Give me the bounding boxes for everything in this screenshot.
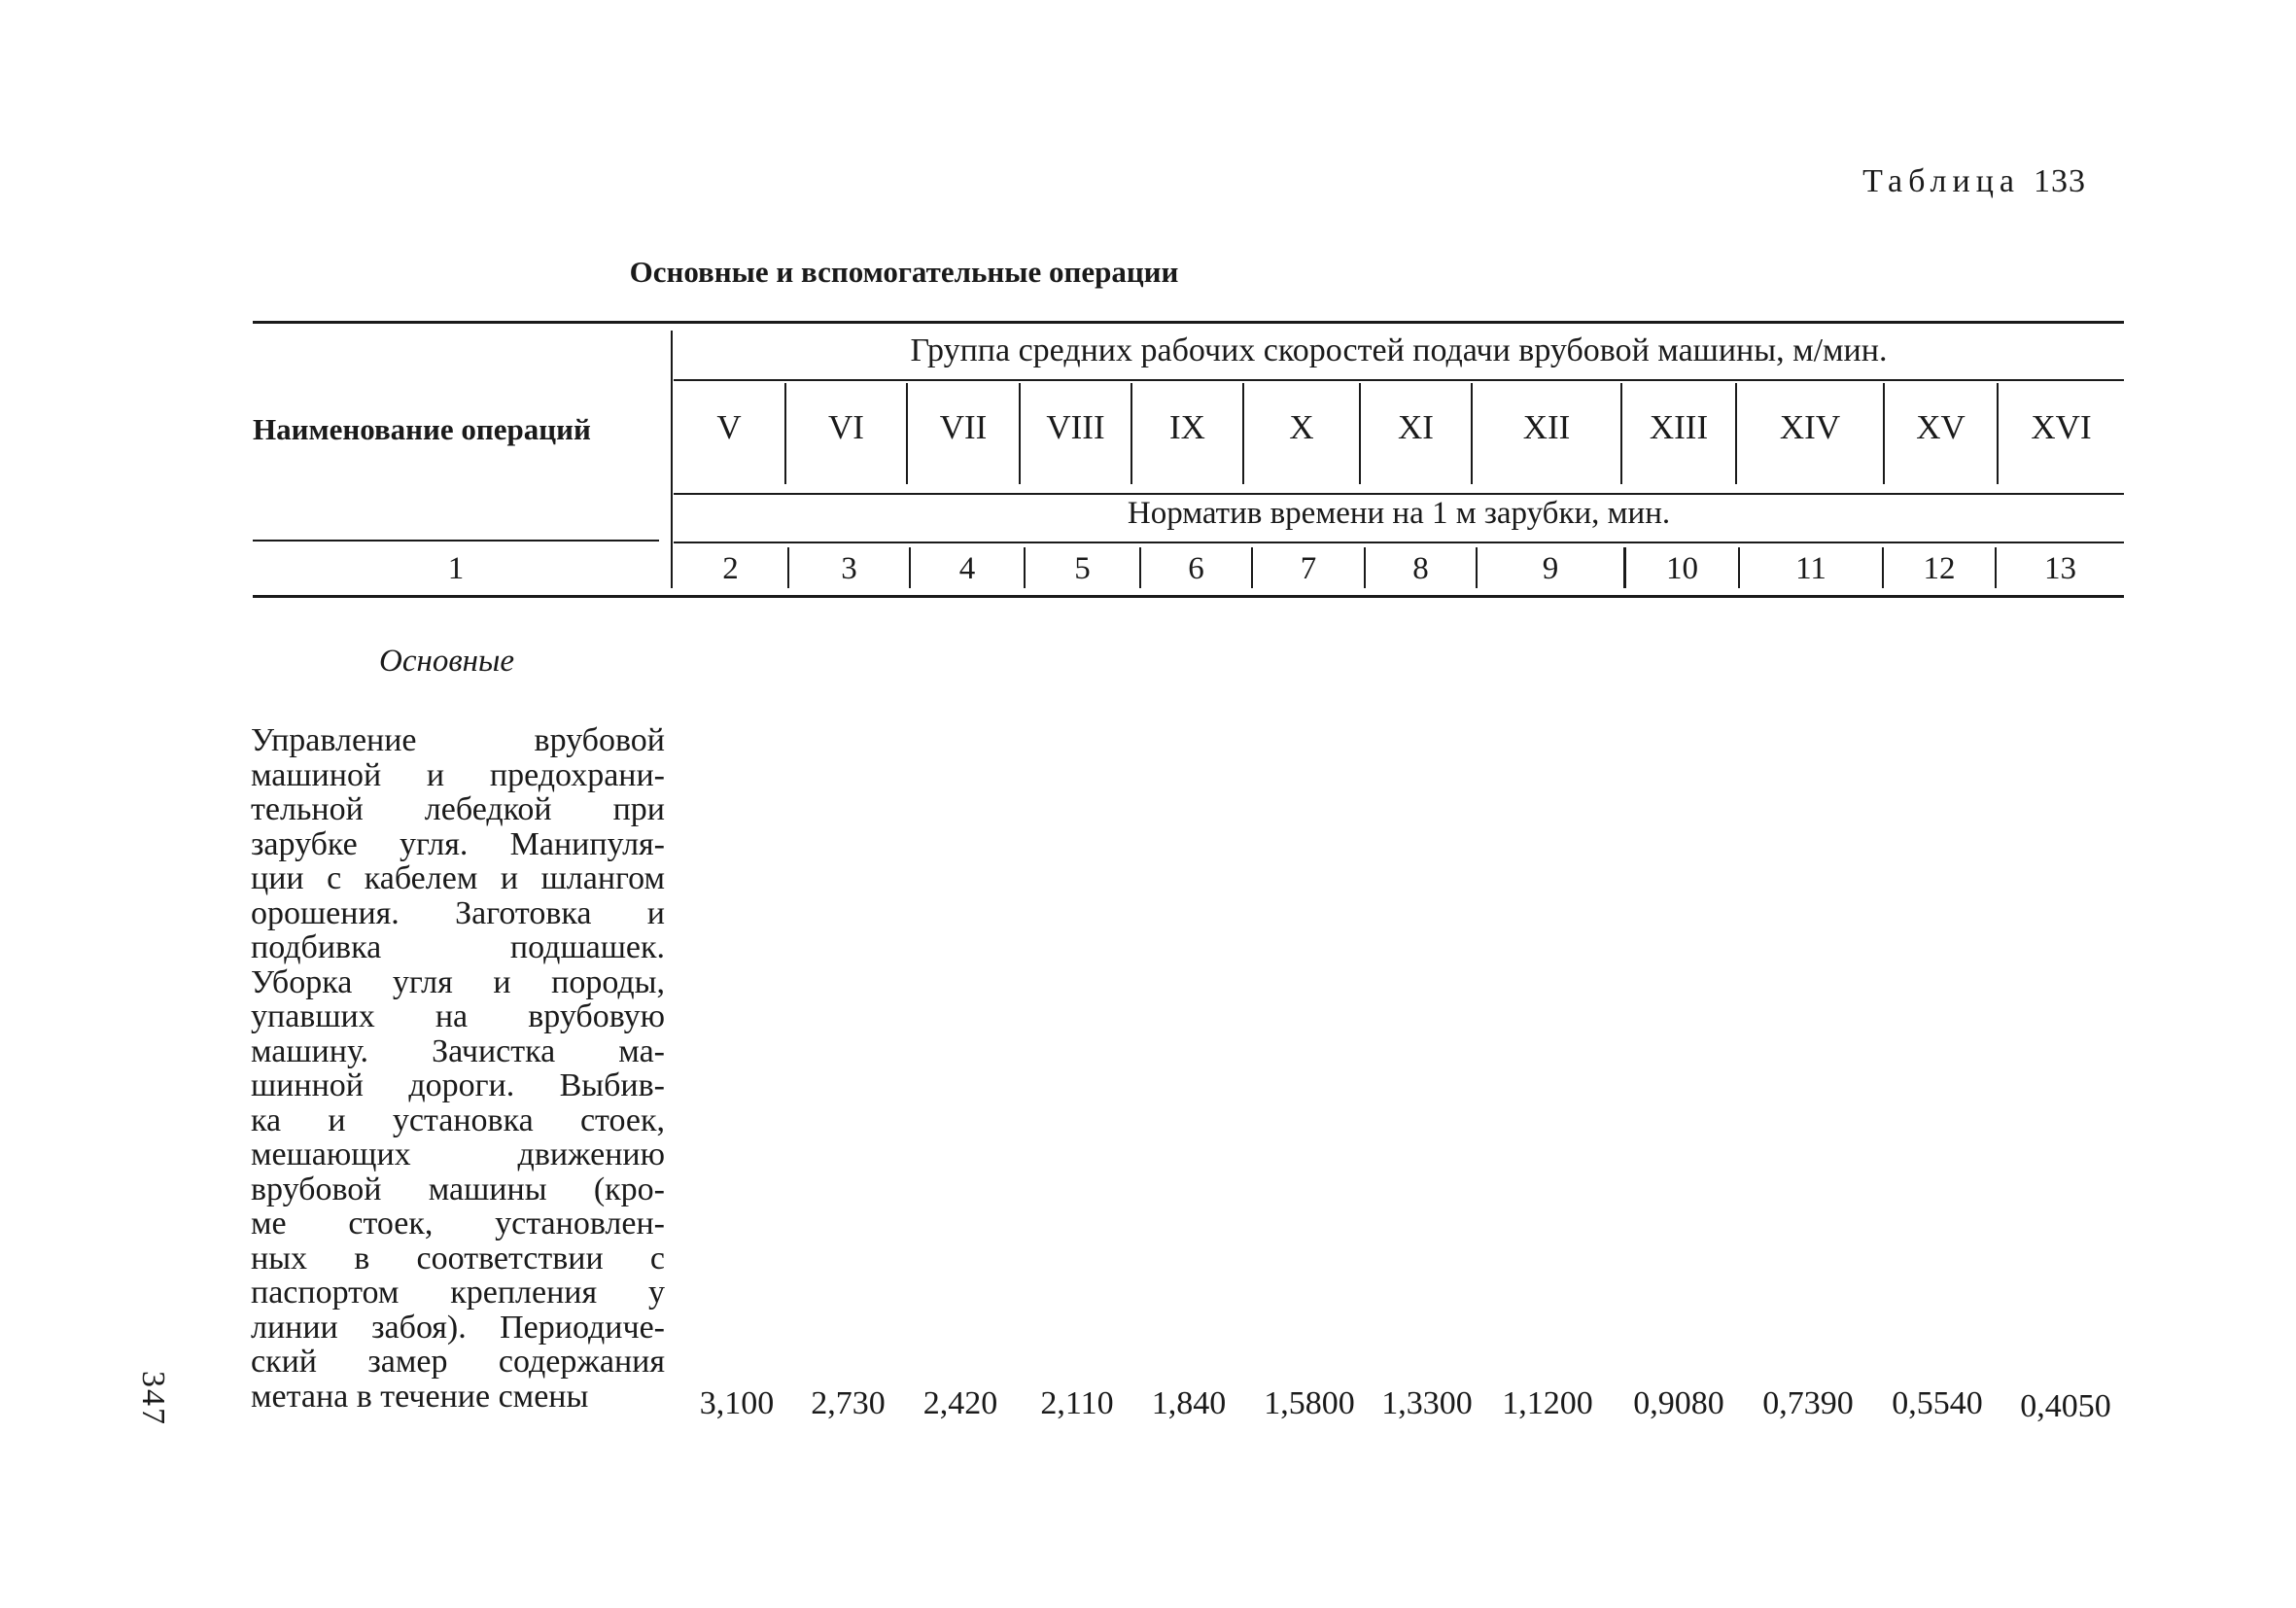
column-number: 6 <box>1188 551 1204 586</box>
group-label: XV <box>1916 408 1966 446</box>
operation-line: тельной лебедкой при <box>251 791 665 827</box>
group-label: XVI <box>2031 408 2092 446</box>
column-number: 9 <box>1542 551 1559 586</box>
column-number: 10 <box>1666 551 1698 586</box>
operation-line: орошения. Заготовка и <box>251 894 665 931</box>
column-number: 8 <box>1412 551 1429 586</box>
column-number: 12 <box>1923 551 1956 586</box>
operation-line: шинной дороги. Выбив- <box>251 1067 665 1103</box>
column-number: 2 <box>722 551 739 586</box>
group-label: X <box>1289 408 1314 446</box>
operation-line: врубовой машины (кро- <box>251 1171 665 1207</box>
name-header-bottom-rule <box>253 540 659 542</box>
operation-line: мешающих движению <box>251 1136 665 1172</box>
operation-description <box>251 723 665 1414</box>
time-value: 1,1200 <box>1502 1385 1593 1421</box>
group-label: VII <box>939 408 988 446</box>
time-value: 3,100 <box>699 1385 775 1421</box>
column-number: 7 <box>1300 551 1317 586</box>
header-bottom-rule <box>253 595 2124 598</box>
time-value: 2,110 <box>1040 1385 1114 1421</box>
group-title-rule <box>674 379 2124 381</box>
operation-line: ции с кабелем и шлангом <box>251 860 665 896</box>
top-rule <box>253 321 2124 324</box>
norm-title-rule <box>674 542 2124 543</box>
speed-group-header: Группа средних рабочих скоростей подачи врубовой машины, м/мин. <box>910 332 1888 368</box>
group-label: XII <box>1522 408 1571 446</box>
operation-line: упавших на врубовую <box>251 998 665 1034</box>
operation-line: ных в соответствии с <box>251 1240 665 1276</box>
group-label: V <box>716 408 742 446</box>
time-value: 0,7390 <box>1762 1385 1854 1421</box>
group-label: VIII <box>1046 408 1105 446</box>
time-value: 1,3300 <box>1381 1385 1473 1421</box>
operation-line: Уборка угля и породы, <box>251 963 665 1000</box>
column-number: 1 <box>447 551 465 586</box>
name-column-divider <box>671 331 673 588</box>
column-number: 3 <box>841 551 857 586</box>
operation-line: машину. Зачистка ма- <box>251 1032 665 1069</box>
time-value: 1,5800 <box>1264 1385 1355 1421</box>
time-value: 0,4050 <box>2020 1388 2111 1424</box>
operation-line: ка и установка стоек, <box>251 1101 665 1138</box>
operation-line: подбивка подшашек. <box>251 929 665 965</box>
time-value: 2,730 <box>811 1385 886 1421</box>
table-word: Таблица <box>1862 163 2020 199</box>
column-number: 13 <box>2044 551 2076 586</box>
column-number: 5 <box>1074 551 1091 586</box>
section-title: Основные <box>379 644 515 679</box>
operation-line: метана в течение смены <box>251 1378 589 1415</box>
page-number: 347 <box>135 1371 171 1426</box>
time-norm-header: Норматив времени на 1 м зарубки, мин. <box>1127 496 1671 531</box>
operation-line: линии забоя). Периодиче- <box>251 1309 665 1346</box>
group-label: XI <box>1398 408 1434 446</box>
time-value: 2,420 <box>922 1385 998 1421</box>
operation-line: ский замер содержания <box>251 1344 665 1380</box>
operation-line: машиной и предохрани- <box>251 756 665 793</box>
operation-line: паспортом крепления у <box>251 1275 665 1311</box>
group-label: XIV <box>1779 408 1841 446</box>
table-number-label <box>1862 163 2086 200</box>
table-number: 133 <box>2034 163 2086 199</box>
operation-line: ме стоек, установлен- <box>251 1206 665 1241</box>
operation-name-header: Наименование операций <box>253 412 591 446</box>
time-value: 0,9080 <box>1633 1385 1724 1421</box>
operation-line: зарубке угля. Манипуля- <box>251 825 665 862</box>
table-caption: Основные и вспомогательные операции <box>629 255 1179 289</box>
column-number: 4 <box>958 551 976 586</box>
time-value: 0,5540 <box>1892 1385 1983 1421</box>
operation-line: Управление врубовой <box>251 722 665 758</box>
column-number: 11 <box>1795 551 1826 586</box>
group-label: XIII <box>1649 408 1709 446</box>
groups-bottom-rule <box>674 493 2124 495</box>
group-label: IX <box>1169 408 1205 446</box>
group-label: VI <box>828 408 864 446</box>
time-value: 1,840 <box>1151 1385 1227 1421</box>
